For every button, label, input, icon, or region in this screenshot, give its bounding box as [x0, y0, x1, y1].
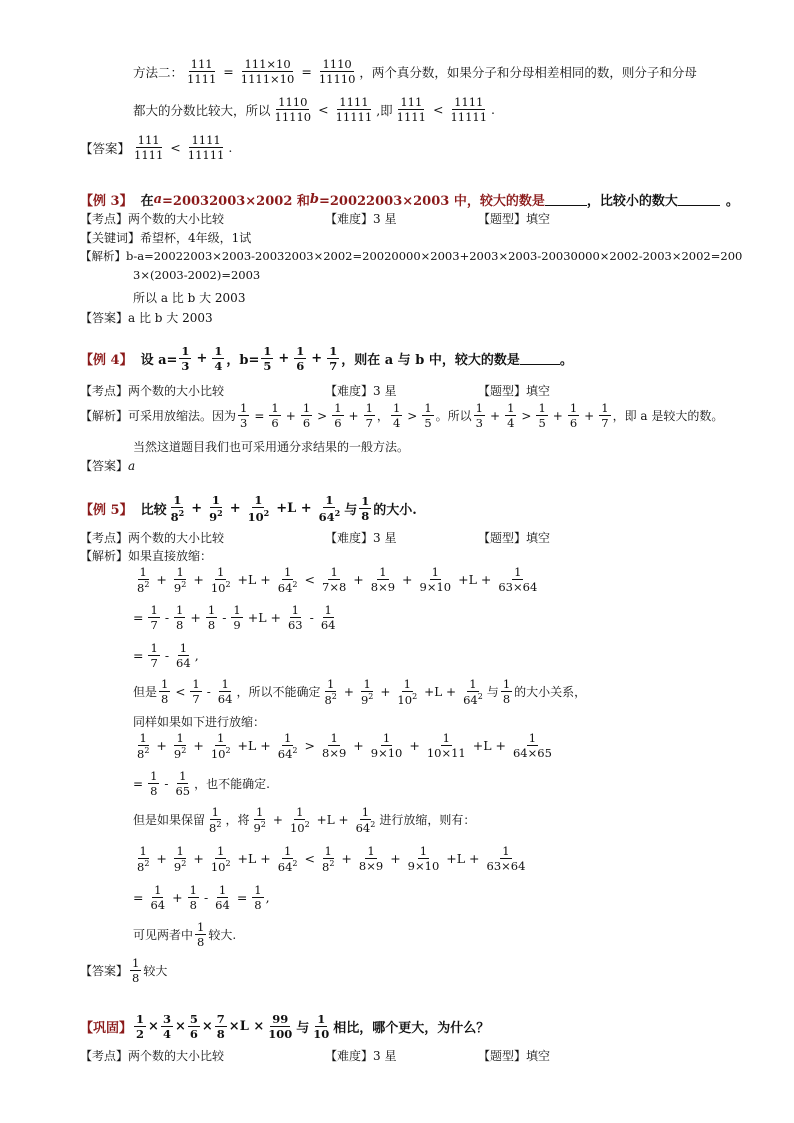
- question-type: 【题型】填空: [478, 1049, 551, 1063]
- fraction: $\frac{111}{1111}$: [187, 57, 217, 87]
- example-4-question: 【例 4】 设 a= $\frac{1}{3}$ + $\frac{1}{4}$ ，b= $\frac{1}{5}$ + $\frac{1}{6}$ + $\frac{1}{7}$ ，则在 a 与 b 中，较大的数是 。: [80, 344, 573, 374]
- answer: 【答案】a: [80, 459, 136, 473]
- math-line: = $\frac{1}{8}$ - $\frac{1}{65}$ ，也不能确定.: [133, 769, 270, 799]
- fraction: $\frac{1110}{11110}$: [318, 57, 356, 87]
- difficulty: 【难度】3 星: [325, 212, 397, 226]
- math-line: 可见两者中 $\frac{1}{8}$ 较大.: [133, 920, 237, 950]
- knowledge-point: 【考点】两个数的大小比较: [80, 531, 225, 545]
- solution: 【解析】b-a=20022003×2003-20032003×2002=20020000×2003+2003×2003-20030000×2002-2003×2002=200: [80, 249, 743, 263]
- solution: 【解析】 可采用放缩法。因为 $\frac{1}{3}$ = $\frac{1}{6}$ + $\frac{1}{6}$ > $\frac{1}{6}$ + $\frac{1}{7}$ ， $\frac{1}{4}$ > $\frac{1}{5}$ 。所以 $\frac{1}{3}$ + $\frac{1}{4}$ > $\frac{1}{5}$ + $\frac{1}{6}$ + $\frac{1}{7}$ ，即 a 是较大的数。: [80, 401, 724, 431]
- fraction: $\frac{111\times 10}{1111\times 10}$: [240, 57, 295, 87]
- answer: 【答案】 $\frac{1}{8}$ 较大: [80, 956, 168, 986]
- fraction: $\frac{1111}{11111}$: [335, 95, 373, 125]
- math-line: $\frac{1}{8^2}$ + $\frac{1}{9^2}$ + $\frac{1}{10^2}$ +L + $\frac{1}{64^2}$ < $\frac{1}{8^2}$ + $\frac{1}{8\times 9}$ + $\frac{1}{9\times 10}$ +L + $\frac{1}{63\times 64}$: [137, 844, 526, 874]
- question-type: 【题型】填空: [478, 212, 551, 226]
- math-line: = $\frac{1}{64}$ + $\frac{1}{8}$ - $\frac{1}{64}$ = $\frac{1}{8}$ ,: [133, 883, 270, 913]
- difficulty: 【难度】3 星: [325, 384, 397, 398]
- example-3-question: 【例 3】 在 a =20032003×2002 和 b =20022003×2003 中，较大的数是 ，比较小的数大 。: [80, 192, 739, 209]
- fraction: $\frac{1111}{11111}$: [187, 133, 225, 163]
- solution-line: 3×(2003-2002)=2003: [133, 268, 261, 282]
- answer-blank[interactable]: [678, 193, 720, 206]
- solution: 【解析】如果直接放缩：: [80, 549, 213, 563]
- math-line: 但是 $\frac{1}{8}$ < $\frac{1}{7}$ - $\frac{1}{64}$ ，所以不能确定 $\frac{1}{8^2}$ + $\frac{1}{9^2}$ + $\frac{1}{10^2}$ +L + $\frac{1}{64^2}$ 与 $\frac{1}{8}$ 的大小关系，: [133, 677, 587, 707]
- question-type: 【题型】填空: [478, 531, 551, 545]
- example-3-meta: 【考点】两个数的大小比较: [80, 212, 225, 226]
- method2-line2: 都大的分数比较大，所以 $\frac{1110}{11110}$ < $\frac{1111}{11111}$ ,即 $\frac{111}{1111}$ < $\frac{1111}{11111}$ .: [133, 95, 496, 125]
- answer-blank[interactable]: [545, 193, 587, 206]
- question-type: 【题型】填空: [478, 384, 551, 398]
- answer-line: 【答案】 $\frac{111}{1111}$ < $\frac{1111}{11111}$ .: [80, 133, 233, 163]
- keywords: 【关键词】希望杯，4年级，1试: [80, 231, 252, 245]
- difficulty: 【难度】3 星: [325, 531, 397, 545]
- math-line: = $\frac{1}{7}$ - $\frac{1}{64}$ ,: [133, 641, 199, 671]
- method2-text1: ，两个真分数，如果分子和分母相差相同的数，则分子和分母: [359, 64, 697, 80]
- math-line: $\frac{1}{8^2}$ + $\frac{1}{9^2}$ + $\frac{1}{10^2}$ +L + $\frac{1}{64^2}$ > $\frac{1}{8\times 9}$ + $\frac{1}{9\times 10}$ + $\frac{1}{10\times 11}$ +L + $\frac{1}{64\times 65}$: [137, 731, 552, 761]
- example-3-tag: 【例 3】: [80, 194, 133, 209]
- consolidate-question: 【巩固】 $\frac{1}{2}$ × $\frac{3}{4}$ × $\frac{5}{6}$ × $\frac{7}{8}$ ×L × $\frac{99}{100}$ 与 $\frac{1}{10}$ 相比，哪个更大，为什么？: [80, 1012, 490, 1042]
- difficulty: 【难度】3 星: [325, 1049, 397, 1063]
- fraction: $\frac{111}{1111}$: [396, 95, 426, 125]
- method2-line1: 方法二： $\frac{111}{1111}$ = $\frac{111\times 10}{1111\times 10}$ = $\frac{1110}{11110}$ ，两个真分数，如果分子和分母相差相同的数，则分子和分母: [133, 57, 697, 87]
- answer-blank[interactable]: [520, 352, 560, 365]
- knowledge-point: 【考点】两个数的大小比较: [80, 384, 225, 398]
- method2-label: 方法二：: [133, 64, 184, 80]
- example-5-question: 【例 5】 比较 $\frac{1}{8^2}$ + $\frac{1}{9^2}$ + $\frac{1}{10^2}$ +L + $\frac{1}{64^2}$ 与 $\frac{1}{8}$ 的大小.: [80, 493, 417, 524]
- math-line: $\frac{1}{8^2}$ + $\frac{1}{9^2}$ + $\frac{1}{10^2}$ +L + $\frac{1}{64^2}$ < $\frac{1}{7\times 8}$ + $\frac{1}{8\times 9}$ + $\frac{1}{9\times 10}$ +L + $\frac{1}{63\times 64}$: [137, 565, 538, 595]
- fraction: $\frac{1111}{11111}$: [450, 95, 488, 125]
- solution-line: 当然这道题目我们也可采用通分求结果的一般方法。: [133, 440, 410, 454]
- solution-line: 同样如果如下进行放缩：: [133, 715, 266, 729]
- math-line: = $\frac{1}{7}$ - $\frac{1}{8}$ + $\frac{1}{8}$ - $\frac{1}{9}$ +L + $\frac{1}{63}$ - $\frac{1}{64}$: [133, 603, 336, 633]
- fraction: $\frac{111}{1111}$: [134, 133, 164, 163]
- answer: 【答案】a 比 b 大 2003: [80, 311, 213, 325]
- knowledge-point: 【考点】两个数的大小比较: [80, 1049, 225, 1063]
- method2-text2: 都大的分数比较大，所以: [133, 102, 271, 118]
- fraction: $\frac{1110}{11110}$: [274, 95, 312, 125]
- math-line: 但是如果保留 $\frac{1}{8^2}$ ，将 $\frac{1}{9^2}$ + $\frac{1}{10^2}$ +L + $\frac{1}{64^2}$ 进行放缩，则有：: [133, 805, 476, 835]
- answer-label: 【答案】: [80, 140, 131, 156]
- solution-line: 所以 a 比 b 大 2003: [133, 291, 246, 305]
